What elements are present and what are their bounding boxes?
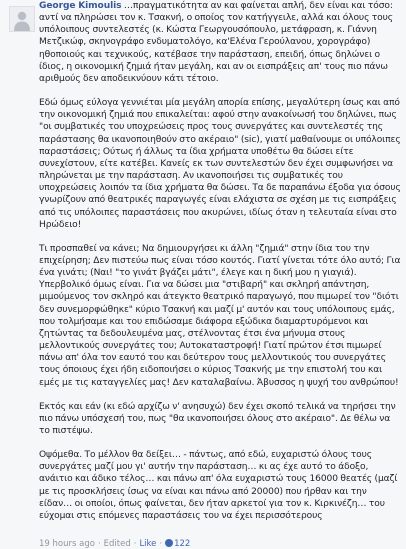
comment-paragraph: Οψόμεθα. Το μέλλον θα δείξει… - πάντως, από εδώ, ευχαριστώ όλους τους συνεργάτες μαζί μου γι' αυτήν την παράσταση… κι ας έχε αυτό το άδοξο, ανάιτιο και άδικο τέλος… και πάνω απ' όλα ευχαριστώ τους 16000 θεατές (μαζί με τις προσκλήσεις ίσως να είναι και πάνω από 20000) που ήρθαν και την είδαν… οι οποίοι, όπως φαίνεται, δεν ήταν αρκετοί για τον κ. Κιρκινέζη… του εύχομαι στις επόμενες παραστάσεις του να έχει περισσότερους [39, 450, 398, 521]
separator: · [97, 539, 101, 549]
comment-paragraph: Εδώ όμως εύλογα γεννιέται μία μεγάλη απορία επίσης, μεγαλύτερη ίσως και από την οικονομική ζημιά που επικαλείται: αφού στην ανακοίνωσή του δηλώνει, πως "οι συμβατικές του υποχρεώσεις προς τους συνεργάτες και συντελεστές της παράστασης θα ικανοποιηθούν στο ακέραιο" (sic), γιατί μαθαίνουμε οι υπόλοιπες παραστάσεις; Ούτως ή άλλως τα ίδια χρήματα υποθέτω θα δώσει είτε συνεχίστουν, είτε κατέβει. Κανείς εκ των συντελεστών δεν έχει συμφωνήσει να πληρώνεται με την παράσταση. Αν ικανοποιήσει τις συμβατικές του υποχρεώσεις λοιπόν τα ίδια χρήματα θα δώσει. Τα δε παραπάνω έξοδα για όσους γνωρίζουν από θεατρικές παραγωγές είναι ελάχιστα σε σχέση με τις εισπράξεις από τις υπόλοιπες παραστάσεις που ακυρώνει, ιδίως όταν η τελευταία είναι στο Ηρώδειο! [39, 98, 401, 230]
edited-label[interactable]: Edited [103, 539, 131, 549]
comment-paragraph [39, 0, 402, 85]
separator: · [159, 539, 163, 549]
timestamp[interactable]: 19 hours ago [39, 539, 95, 549]
like-link[interactable]: Like [139, 539, 157, 549]
separator: · [133, 539, 137, 549]
comment-paragraph: Τι προσπαθεί να κάνει; Να δημιουργήσει κι άλλη "ζημιά" στην ίδια του την επιχείρηση; Δεν πιστεύω πως είναι τόσο κουτός. Γιατί γίνεται τότε όλο αυτό; Για ένα γινάτι; (Ναι! "το γινάτ βγάζει μάτι", έλεγε και η δική μου η γιαγιά). Υπερβολικό όμως είναι. Για να δώσει μια "στιβαρή" και σκληρή απάντηση, μιμούμενος τον σκληρό και άτεγκτο θεατρικό παραγωγό, που πιμωρεί τον "διότι δεν συνεμορφώθηκε" κύριο Τσακνή και μαζί μ' αυτόν και τους υπόλοιπους εμάς, που τολμήσαμε και του επιδώσαμε διάφορα εξώδικα διαμαρτυρόμενοι και ζητώντας τα δεδουλευμένα μας, στέλνοντας έτσι ένα μήνυμα στους μελλοντικούς συνεργάτες του; Αυτοκαταστροφή! Γιατί πρώτον έτσι πιμωρεί πάνω απ' όλα τον εαυτό του και δεύτερον τους μελλοντικούς του συνεργάτες τους όποιους έχει ήδη ειδοποιήσει ο κύριος Τσακνής με την επιστολή του και εμές με τις καταγγελίες μας! Δεν καταλαβαίνω. Άβυσσος η ψυχή του ανθρώπου! [39, 243, 401, 388]
person-icon [10, 7, 34, 31]
like-icon [165, 539, 173, 547]
comment-paragraph: Εκτός και εάν (κι εδώ αρχίζω ν' ανησυχώ) δεν έχει σκοπό τελικά να τηρήσει την πιο πάνω υπόσχεσή του, πως "θα ικανοποιήσει όλους στο ακέραιο". Δε θέλω να το πιστέψω. [39, 401, 396, 436]
comment-body [39, 0, 402, 534]
comment-text: …πραγματικότητα αν και φαίνεται απλή, δεν είναι και τόσο: αντί να πληρώσει τον κ. Τσακνή, ο οποίος τον κατήγγειλε, αλλά και όλους τους υπόλοιπους συντελεστές (κ. Κώστα Γεωργουσόπουλο, μετάφραση, κ. Γιάννη Μετζικώφ, σκηνογράφο ενδυματολόγο, κα'Ελένα Γερούλανου, χορογράφο) ηθοποιούς και τεχνικούς, κατέβασε την παράσταση, επειδή, όπως δηλώνει ο ίδιος, η οικονομική ζημιά ήταν μεγάλη, και αν οι εισπράξεις απ' τους πιο πάνω αριθμούς δεν αποδεικνύουν κάτι τέτοιο. [39, 1, 394, 84]
comment-meta [39, 539, 190, 549]
likes-count[interactable]: 122 [174, 539, 191, 549]
author-name[interactable]: George Kimoulis [39, 1, 122, 11]
avatar[interactable] [9, 6, 35, 32]
